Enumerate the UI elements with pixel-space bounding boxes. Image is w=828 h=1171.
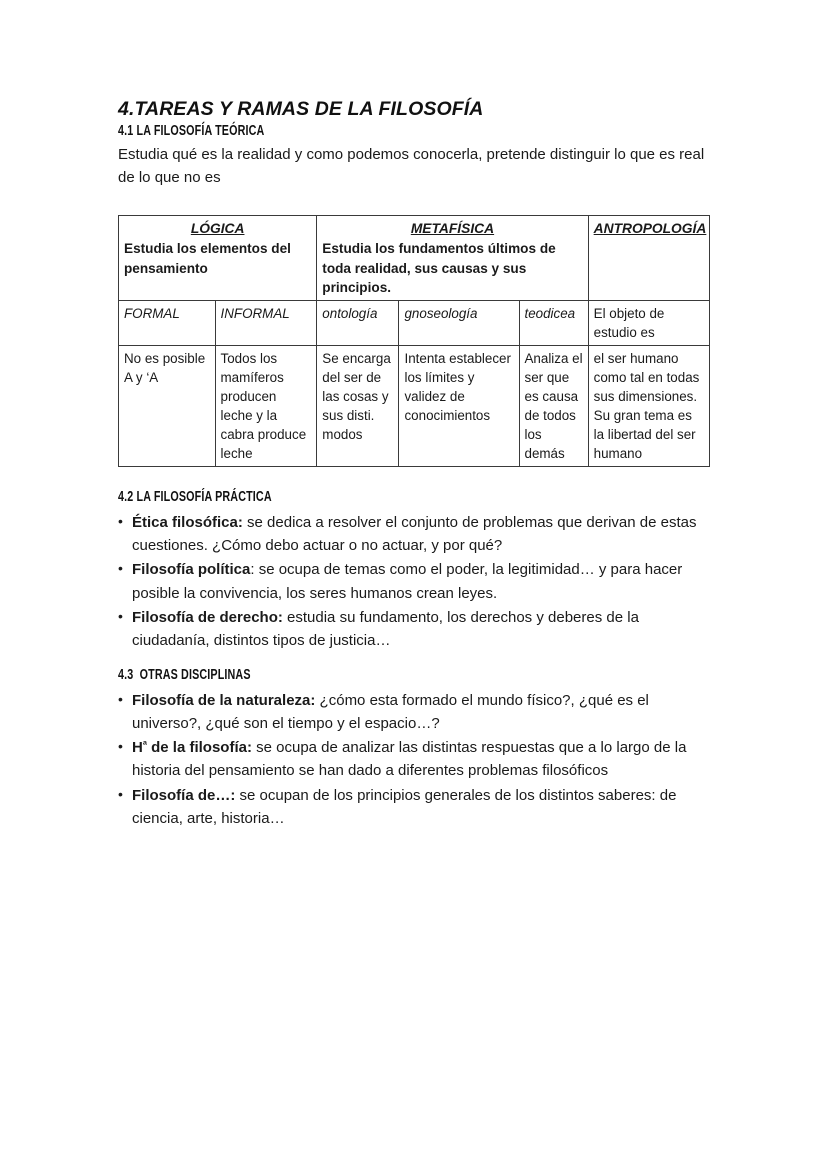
list-item: [118, 558, 710, 605]
antropologia-body-first-line: El objeto de estudio es: [588, 301, 709, 346]
table-header-logica: [119, 215, 317, 300]
document-content: [118, 99, 710, 831]
subheader-gnoseologia: [399, 301, 519, 346]
page-title: 4.TAREAS Y RAMAS DE LA FILOSOFÍA: [118, 98, 484, 120]
logica-description: Estudia los elementos del pensamiento: [124, 241, 291, 276]
table-subheader-row: [119, 301, 710, 346]
section-4-2-bullet-list: [118, 511, 710, 653]
subheader-formal: [119, 301, 216, 346]
bullet-lead-suffix: de la filosofía:: [146, 739, 252, 757]
cell-informal: Todos los mamíferos producen leche y la cabra produce leche: [215, 346, 317, 467]
metafisica-description: Estudia los fundamentos últimos de toda realidad, sus causas y sus principios.: [322, 241, 556, 295]
bullet-text: se dedica a resolver el conjunto de problemas que derivan de estas cuestiones. ¿Cómo debo actuar o no actuar, y por qué?: [132, 513, 697, 555]
bullet-text: se ocupan de los principios generales de los distintos saberes: de ciencia, arte, historia…: [132, 786, 677, 827]
cell-formal: No es posible A y ‘A: [119, 346, 216, 467]
subheader-teodicea: [519, 301, 588, 346]
bullet-lead-prefix: H: [132, 739, 143, 757]
section-heading-4-2: 4.2 LA FILOSOFÍA PRÁCTICA: [118, 489, 272, 506]
theoretical-philosophy-table: [118, 215, 710, 468]
antropologia-title: ANTROPOLOGÍA: [593, 220, 707, 236]
subheader-informal: [215, 301, 317, 346]
list-item: [118, 689, 710, 736]
cell-teodicea: Analiza el ser que es causa de todos los demás: [519, 346, 588, 467]
list-item: [118, 606, 710, 653]
section-4-3-bullet-list: [118, 689, 710, 831]
bullet-text: ¿cómo esta formado el mundo físico?, ¿qué es el universo?, ¿qué son el tiempo y el espacio…?: [132, 691, 649, 732]
cell-ontologia: Se encarga del ser de las cosas y sus disti. modos: [317, 346, 399, 467]
theoretical-philosophy-table-wrapper: [118, 215, 710, 468]
spacer-before-4-3: [118, 653, 710, 667]
bullet-text: estudia su fundamento, los derechos y deberes de la ciudadanía, distintos tipos de justicia…: [132, 608, 639, 650]
section-heading-4-1: 4.1 LA FILOSOFÍA TEÓRICA: [118, 122, 265, 139]
subheader-teodicea-label: teodicea: [524, 306, 576, 322]
subheader-ontologia-label: ontología: [322, 306, 378, 322]
subheader-formal-label: FORMAL: [124, 306, 180, 322]
subheader-ontologia: [317, 301, 399, 346]
bullet-lead: Filosofía de derecho:: [132, 608, 283, 626]
bullet-text: : se ocupa de temas como el poder, la legitimidad… y para hacer posible la convivencia, los seres humanos crean leyes.: [132, 561, 683, 602]
list-item: [118, 736, 710, 783]
list-item: [118, 511, 710, 558]
spacer-after-table: [118, 467, 710, 489]
metafisica-title: METAFÍSICA: [410, 220, 495, 236]
ordinal-indicator: ª: [142, 739, 147, 752]
bullet-lead: Filosofía de la naturaleza:: [132, 691, 316, 709]
section-4-1-paragraph: Estudia qué es la realidad y como podemos conocerla, pretende distinguir lo que es real de lo que no es: [118, 146, 705, 187]
bullet-lead: Filosofía de…:: [132, 786, 236, 804]
table-header-antropologia: [588, 215, 709, 300]
table-body-row: [119, 346, 710, 467]
bullet-lead: Filosofía política: [132, 561, 251, 579]
subheader-gnoseologia-label: gnoseología: [404, 306, 478, 322]
section-heading-4-3: 4.3 OTRAS DISCIPLINAS: [118, 667, 251, 684]
table-header-row: [119, 215, 710, 300]
logica-title: LÓGICA: [190, 220, 245, 236]
bullet-lead: [132, 739, 252, 756]
subheader-informal-label: INFORMAL: [220, 306, 290, 322]
bullet-lead: Ética filosófica:: [132, 513, 243, 531]
cell-gnoseologia: Intenta establecer los límites y validez de conocimientos: [399, 346, 519, 467]
list-item: [118, 784, 710, 831]
table-header-metafisica: [317, 215, 588, 300]
cell-antropologia: el ser humano como tal en todas sus dimensiones. Su gran tema es la libertad del ser humano: [588, 346, 709, 467]
bullet-text: se ocupa de analizar las distintas respuestas que a lo largo de la historia del pensamiento se han dado a diferentes problemas filosóficos: [132, 739, 687, 780]
